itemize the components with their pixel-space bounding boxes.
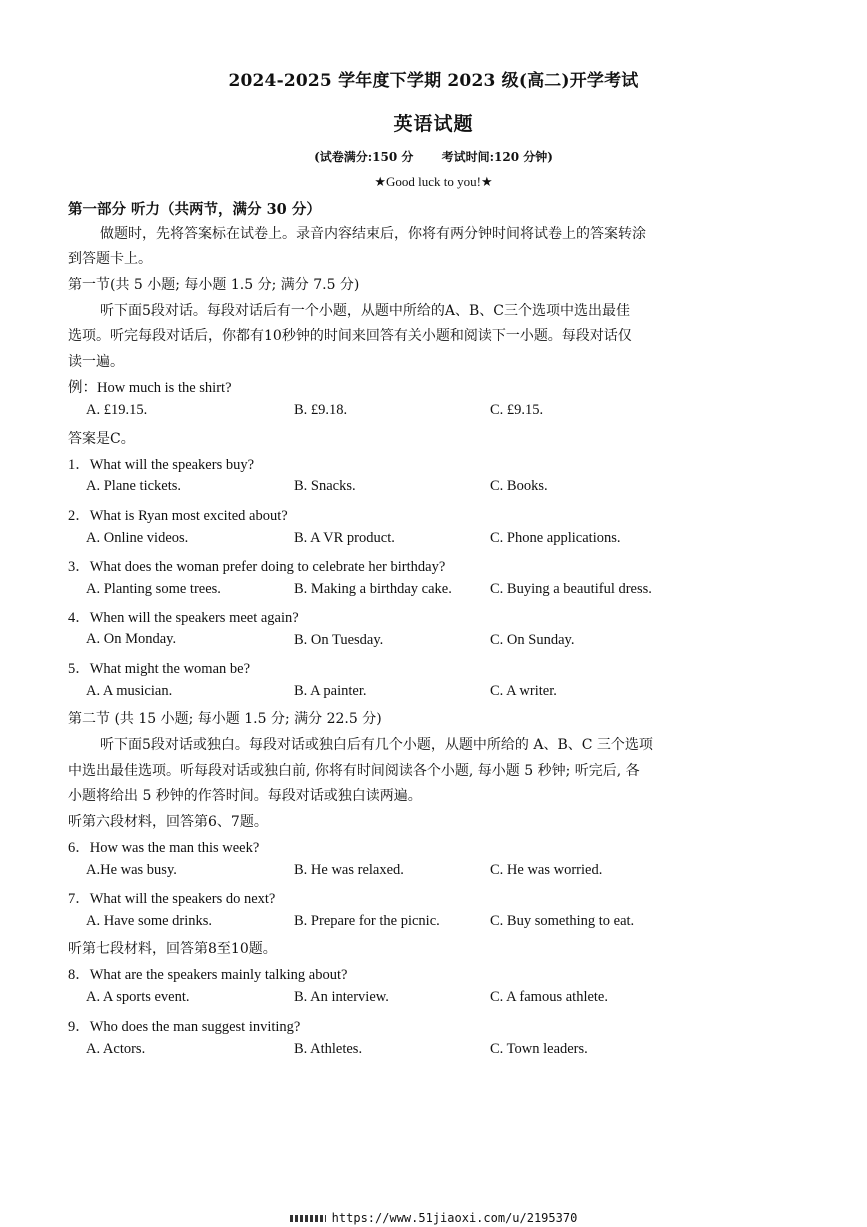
q5-option-a: A. A musician. [86,683,173,699]
q8-option-c: C. A famous athlete. [490,989,608,1005]
material-6-note: 听第六段材料，回答第6、7题。 [68,814,268,830]
q6-option-a: A.He was busy. [86,862,177,878]
watermark-logo-icon [290,1215,326,1222]
section2-instruction-2: 中选出最佳选项。听每段对话或独白前, 你将有时间阅读各个小题, 每小题 5 秒钟; 听完后, 各 [68,763,640,779]
example-option-c: C. £9.15. [490,402,544,418]
q9-option-c: C. Town leaders. [490,1041,588,1057]
question-9: 9．Who does the man suggest inviting? [68,1019,301,1035]
question-7: 7．What will the speakers do next? [68,891,276,907]
q1-option-a: A. Plane tickets. [86,478,182,494]
example-question: 例：How much is the shirt? [68,380,232,396]
section1-instruction-2: 选项。听完每段对话后，你都有10秒钟的时间来回答有关小题和阅读下一小题。每段对话仅 [68,328,632,344]
question-4: 4．When will the speakers meet again? [68,610,299,626]
exam-title: 2024-2025 学年度下学期 2023 级(高二)开学考试 [228,71,639,91]
q2-option-a: A. Online videos. [86,530,189,546]
q5-option-c: C. A writer. [490,683,557,699]
q4-option-a: A. On Monday. [86,631,177,647]
footer [0,1211,867,1225]
example-option-b: B. £9.18. [294,402,348,418]
q6-option-b: B. He was relaxed. [294,862,404,878]
q5-option-b: B. A painter. [294,683,367,699]
q4-option-c: C. On Sunday. [490,632,575,648]
q4-option-b: B. On Tuesday. [294,632,384,648]
q8-option-a: A. A sports event. [86,989,190,1005]
q9-option-a: A. Actors. [86,1041,146,1057]
q2-option-b: B. A VR product. [294,530,395,546]
question-1: 1．What will the speakers buy? [68,457,255,473]
q7-option-b: B. Prepare for the picnic. [294,913,440,929]
part1-instruction-2: 到答题卡上。 [68,251,152,267]
section2-instruction-1: 听下面5段对话或独白。每段对话或独白后有几个小题，从题中所给的 A、B、C 三个选项 [100,737,653,753]
q2-option-c: C. Phone applications. [490,530,621,546]
exam-time: 考试时间:120 分钟) [441,150,553,164]
q9-option-b: B. Athletes. [294,1041,363,1057]
q7-option-c: C. Buy something to eat. [490,913,635,929]
question-5: 5．What might the woman be? [68,661,251,677]
footer-url[interactable]: https://www.51jiaoxi.com/u/2195370 [331,1211,578,1225]
part1-instruction-1: 做题时，先将答案标在试卷上。录音内容结束后，你将有两分钟时间将试卷上的答案转涂 [100,226,646,242]
section1-heading: 第一节(共 5 小题; 每小题 1.5 分; 满分 7.5 分) [68,277,360,293]
section1-instruction-3: 读一遍。 [68,354,124,370]
question-6: 6．How was the man this week? [68,840,260,856]
q3-option-c: C. Buying a beautiful dress. [490,581,652,597]
part1-heading: 第一部分 听力（共两节，满分 30 分） [68,201,321,218]
q8-option-b: B. An interview. [294,989,389,1005]
subject-title: 英语试题 [393,113,474,135]
good-luck-line: ★Good luck to you!★ [374,174,493,189]
section2-heading: 第二节 (共 15 小题; 每小题 1.5 分; 满分 22.5 分) [68,711,382,727]
q1-option-b: B. Snacks. [294,478,356,494]
q6-option-c: C. He was worried. [490,862,603,878]
q1-option-c: C. Books. [490,478,548,494]
q3-option-b: B. Making a birthday cake. [294,581,452,597]
q3-option-a: A. Planting some trees. [86,581,221,597]
section1-instruction-1: 听下面5段对话。每段对话后有一个小题，从题中所给的A、B、C三个选项中选出最佳 [100,303,631,319]
exam-info [0,148,867,165]
full-score: (试卷满分:150 分 [314,150,414,164]
question-2: 2．What is Ryan most excited about? [68,508,288,524]
q7-option-a: A. Have some drinks. [86,913,213,929]
material-7-note: 听第七段材料，回答第8至10题。 [68,941,277,957]
example-option-a: A. £19.15. [86,402,148,418]
section2-instruction-3: 小题将给出 5 秒钟的作答时间。每段对话或独白读两遍。 [68,788,422,804]
question-3: 3．What does the woman prefer doing to celebrate her birthday? [68,559,446,575]
example-answer: 答案是C。 [68,431,135,447]
question-8: 8．What are the speakers mainly talking about? [68,967,348,983]
